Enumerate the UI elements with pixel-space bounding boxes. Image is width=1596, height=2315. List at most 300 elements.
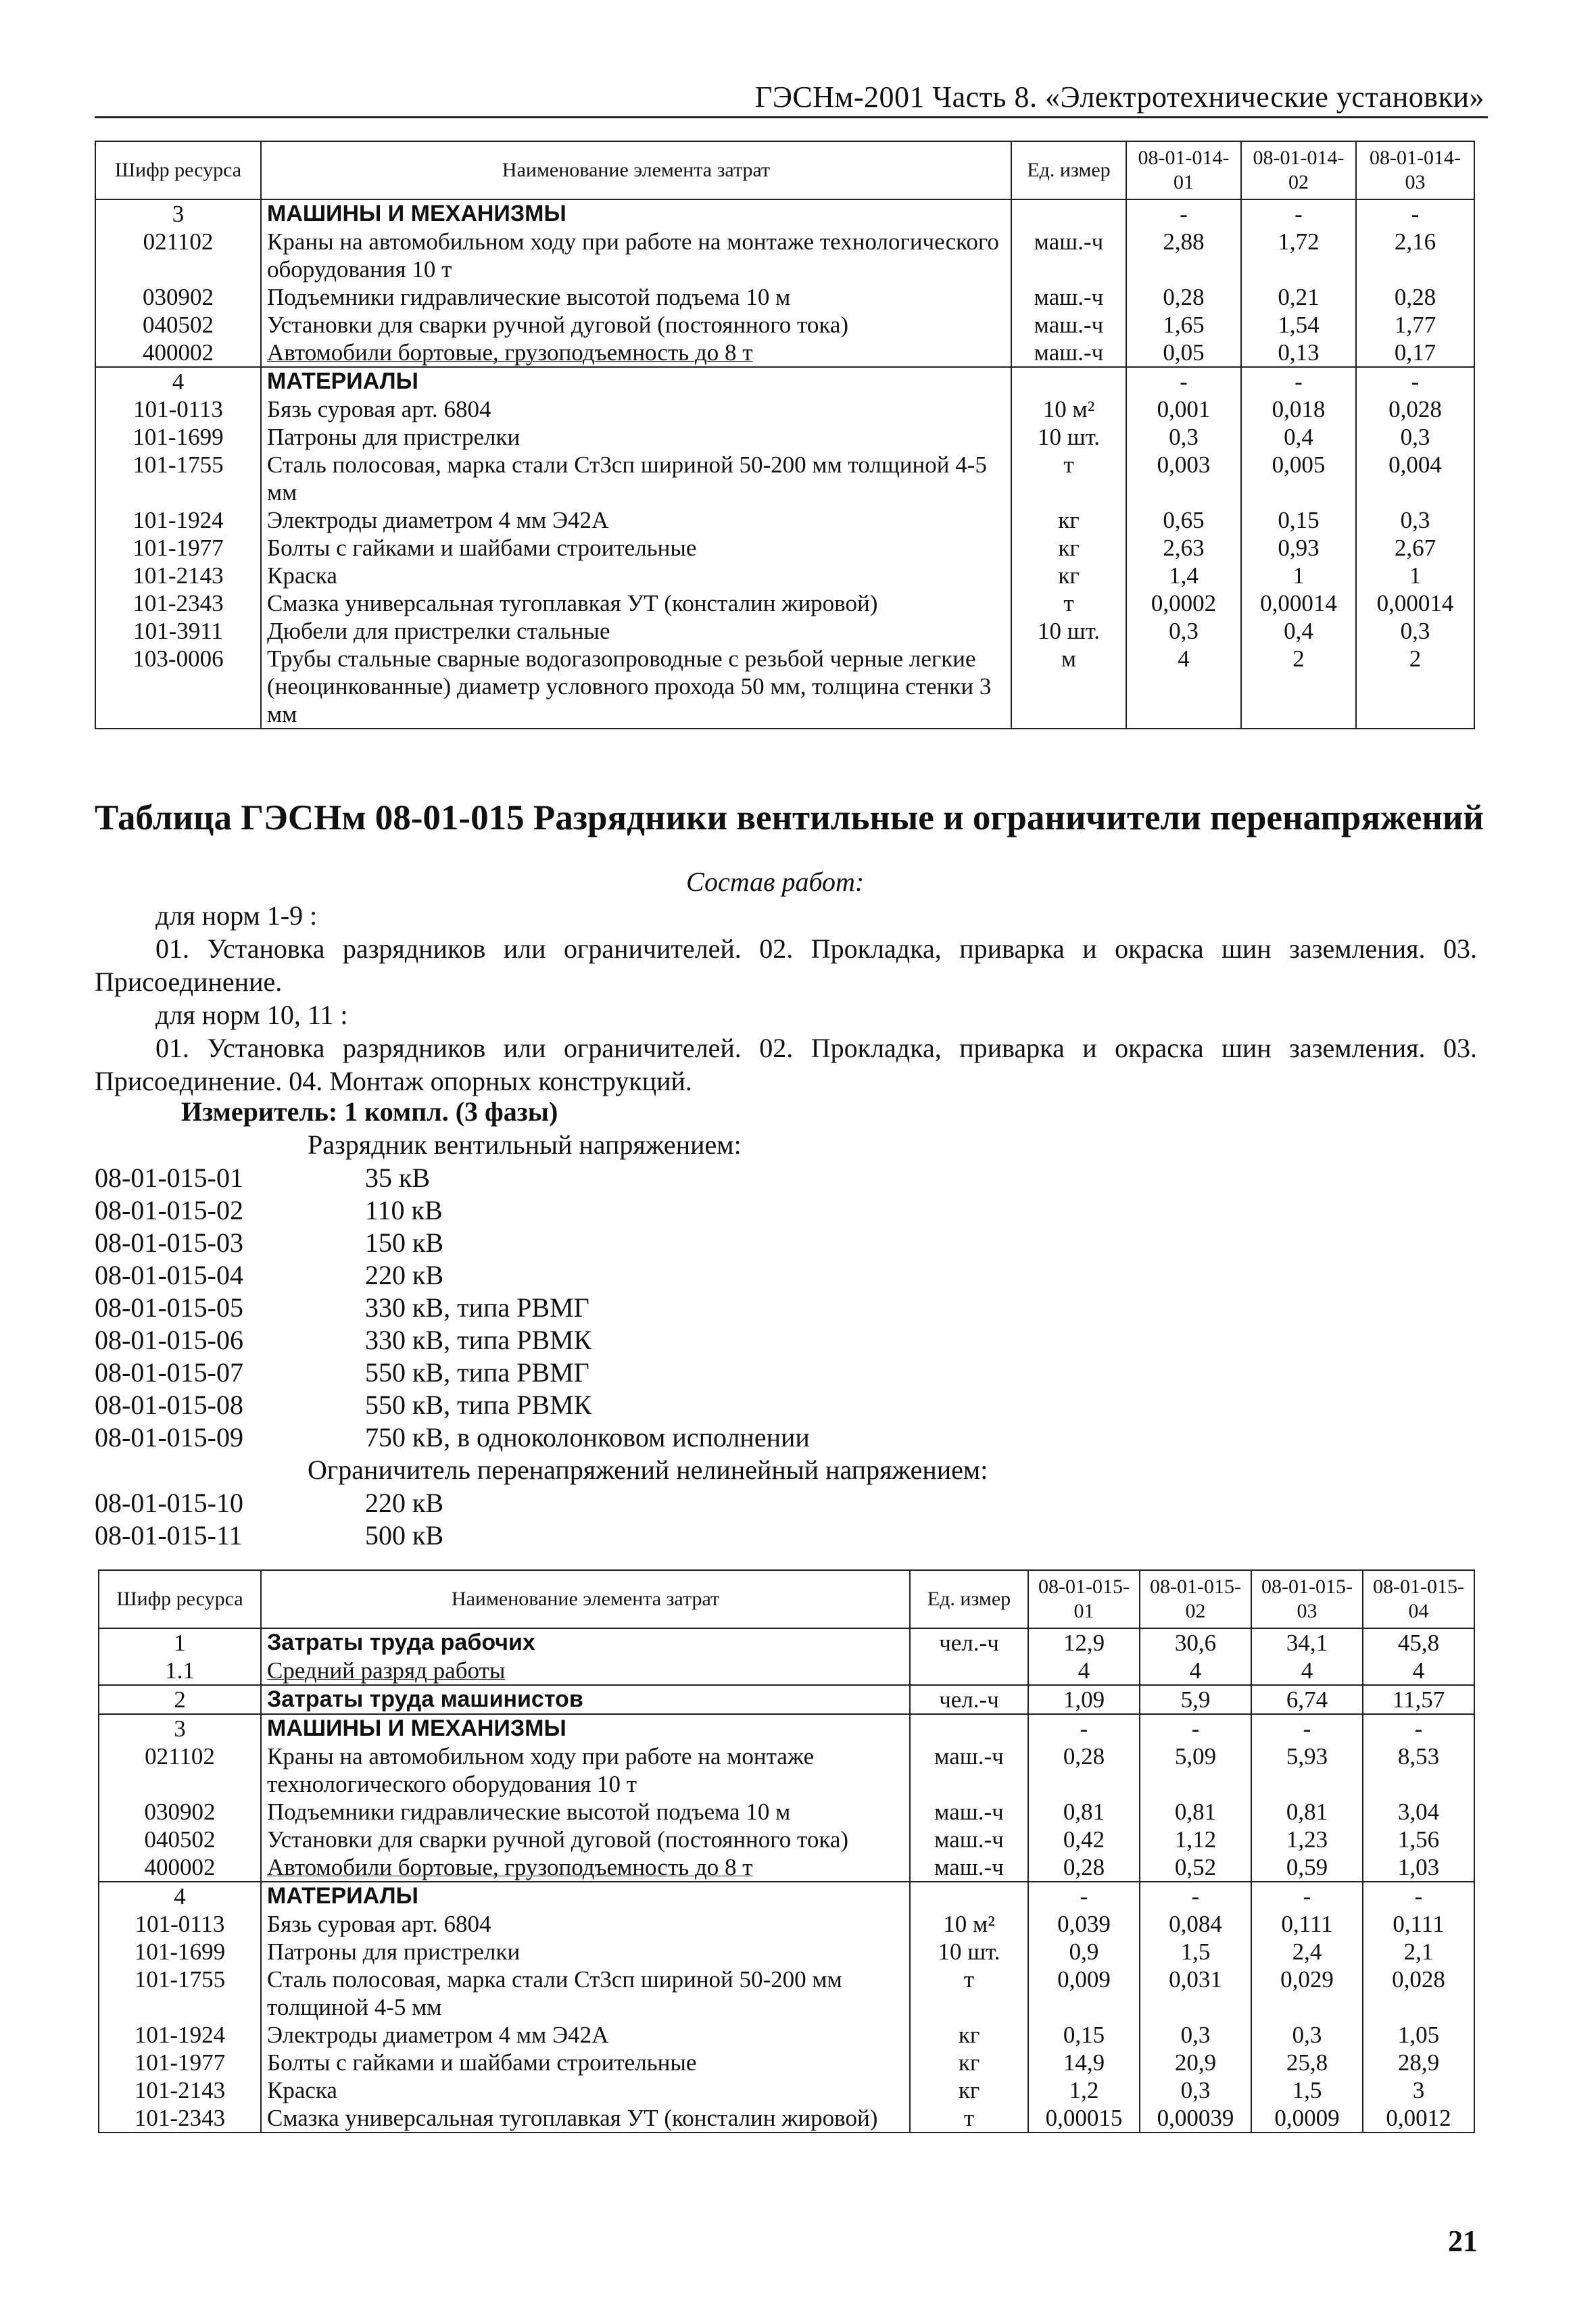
resource-name-cell: МАШИНЫ И МЕХАНИЗМЫ — [261, 199, 1011, 228]
norm-description: 150 кВ — [365, 1227, 444, 1258]
value-cell: 8,53 — [1363, 1743, 1474, 1798]
value-cell: - — [1140, 1882, 1251, 1910]
unit-cell — [1011, 367, 1126, 395]
value-cell: 0,3 — [1356, 617, 1474, 645]
norm-description: 330 кВ, типа РВМГ — [365, 1292, 589, 1323]
value-cell: 0,59 — [1251, 1853, 1363, 1882]
value-cell: 1,2 — [1028, 2076, 1140, 2104]
value-cell: 0,81 — [1251, 1798, 1363, 1826]
table-row — [95, 645, 1474, 729]
resource-name-cell: Подъемники гидравлические высотой подъема 10 м — [261, 283, 1011, 311]
unit-cell: чел.-ч — [910, 1685, 1028, 1714]
value-cell: 0,005 — [1241, 451, 1356, 506]
resource-code-cell: 4 — [95, 367, 261, 395]
resource-name-cell: Патроны для пристрелки — [261, 1938, 910, 1966]
value-cell: 1,72 — [1241, 228, 1356, 283]
table-row — [95, 423, 1474, 451]
page-number: 21 — [1448, 2224, 1478, 2258]
value-cell: 1,65 — [1126, 311, 1241, 339]
value-cell: 0,111 — [1363, 1910, 1474, 1938]
table-row — [99, 1938, 1474, 1966]
norms-1-9-text: 01. Установка разрядников или ограничителей. 02. Прокладка, приварка и окраска шин заземления. 03. Присоединение. — [95, 933, 1477, 997]
value-cell: 1,4 — [1126, 562, 1241, 589]
resource-code-cell: 1 — [99, 1628, 261, 1657]
value-cell: 0,028 — [1363, 1966, 1474, 2021]
norm-description: 330 кВ, типа РВМК — [365, 1325, 592, 1355]
resource-name-cell: Бязь суровая арт. 6804 — [261, 1910, 910, 1938]
meter-line — [181, 1095, 558, 1128]
unit-cell: кг — [910, 2076, 1028, 2104]
resource-name-cell: МАТЕРИАЛЫ — [261, 367, 1011, 395]
resource-code-cell: 2 — [99, 1685, 261, 1714]
value-cell: 0,018 — [1241, 395, 1356, 423]
resource-name-cell: Патроны для пристрелки — [261, 423, 1011, 451]
resource-name-cell: Сталь полосовая, марка стали Ст3сп шириной 50-200 мм толщиной 4-5 мм — [261, 1966, 910, 2021]
col-header-unit: Ед. измер — [1011, 141, 1126, 199]
norm-code: 08-01-015-04 — [95, 1260, 243, 1290]
col-header-norm: 08-01-014-02 — [1241, 141, 1356, 199]
unit-cell: маш.-ч — [1011, 283, 1126, 311]
value-cell: 0,004 — [1356, 451, 1474, 506]
value-cell: 25,8 — [1251, 2049, 1363, 2076]
norm-code: 08-01-015-02 — [95, 1195, 243, 1225]
resource-code-cell: 4 — [99, 1882, 261, 1910]
resource-name-cell: Краны на автомобильном ходу при работе на монтаже технологического оборудования 10 т — [261, 1743, 910, 1798]
value-cell: 0,039 — [1028, 1910, 1140, 1938]
value-cell: 12,9 — [1028, 1628, 1140, 1657]
unit-cell: м — [1011, 645, 1126, 729]
value-cell: 0,28 — [1126, 283, 1241, 311]
table-row — [95, 339, 1474, 367]
group2-title: Ограничитель перенапряжений нелинейный напряжением: — [308, 1455, 988, 1485]
value-cell: 0,21 — [1241, 283, 1356, 311]
norm-list-item — [95, 1323, 810, 1356]
norm-list-item — [95, 1486, 443, 1519]
unit-cell: т — [1011, 451, 1126, 506]
value-cell: 2,16 — [1356, 228, 1474, 283]
resource-name-cell: Затраты труда рабочих — [261, 1628, 910, 1657]
norm-list-item — [95, 1161, 810, 1194]
resource-name-cell: МАТЕРИАЛЫ — [261, 1882, 910, 1910]
resource-name-cell: Средний разряд работы — [261, 1657, 910, 1685]
resource-code-cell: 040502 — [99, 1826, 261, 1853]
col-header-norm: 08-01-015-01 — [1028, 1570, 1140, 1628]
resource-code-cell: 101-2143 — [99, 2076, 261, 2104]
value-cell: 4 — [1126, 645, 1241, 729]
value-cell: 1,12 — [1140, 1826, 1251, 1853]
value-cell: 14,9 — [1028, 2049, 1140, 2076]
norm-code: 08-01-015-06 — [95, 1325, 243, 1355]
value-cell: 1,09 — [1028, 1685, 1140, 1714]
norms-10-11-text: 01. Установка разрядников или ограничителей. 02. Прокладка, приварка и окраска шин заземления. 03. Присоединение. 04. Монтаж опорных конструкций. — [95, 1033, 1477, 1096]
resource-code-cell: 103-0006 — [95, 645, 261, 729]
value-cell: 0,28 — [1028, 1853, 1140, 1882]
resource-code-cell: 101-2343 — [99, 2104, 261, 2133]
value-cell: 0,3 — [1126, 423, 1241, 451]
resource-code-cell: 101-0113 — [99, 1910, 261, 1938]
table-row — [95, 451, 1474, 506]
meter-value: 1 компл. (3 фазы) — [344, 1096, 558, 1127]
resource-code-cell: 1.1 — [99, 1657, 261, 1685]
table-row — [95, 589, 1474, 617]
value-cell: 5,9 — [1140, 1685, 1251, 1714]
table-row — [99, 1714, 1474, 1743]
resource-code-cell: 101-1755 — [99, 1966, 261, 2021]
value-cell: 0,4 — [1241, 617, 1356, 645]
resource-code-cell: 101-1699 — [99, 1938, 261, 1966]
norms-1-9-label: для норм 1-9 : — [155, 900, 318, 931]
table-row — [99, 2076, 1474, 2104]
value-cell: 0,52 — [1140, 1853, 1251, 1882]
resource-code-cell: 101-3911 — [95, 617, 261, 645]
value-cell: 0,05 — [1126, 339, 1241, 367]
col-header-norm: 08-01-015-02 — [1140, 1570, 1251, 1628]
value-cell: - — [1126, 199, 1241, 228]
table-row — [99, 1826, 1474, 1853]
value-cell: 0,00014 — [1241, 589, 1356, 617]
table-row — [99, 1657, 1474, 1685]
value-cell: 4 — [1363, 1657, 1474, 1685]
resource-name-cell: Установки для сварки ручной дуговой (постоянного тока) — [261, 311, 1011, 339]
value-cell: 0,15 — [1028, 2021, 1140, 2049]
resource-name-cell: Краска — [261, 2076, 910, 2104]
resource-name-cell: Краска — [261, 562, 1011, 589]
col-header-norm: 08-01-014-03 — [1356, 141, 1474, 199]
unit-cell: 10 шт. — [1011, 423, 1126, 451]
norm-code: 08-01-015-11 — [95, 1520, 243, 1551]
table-row — [99, 2104, 1474, 2133]
table-row — [95, 534, 1474, 562]
value-cell: - — [1251, 1714, 1363, 1743]
col-header-unit: Ед. измер — [910, 1570, 1028, 1628]
table-header-row — [95, 141, 1474, 199]
col-header-norm: 08-01-015-03 — [1251, 1570, 1363, 1628]
resource-table-015 — [98, 1569, 1475, 2133]
value-cell: 0,3 — [1140, 2021, 1251, 2049]
norm-list-item — [95, 1519, 443, 1551]
table-row — [95, 395, 1474, 423]
norm-list-item — [95, 1291, 810, 1323]
value-cell: 0,3 — [1356, 423, 1474, 451]
value-cell: 3 — [1363, 2076, 1474, 2104]
value-cell: 0,9 — [1028, 1938, 1140, 1966]
value-cell: 5,93 — [1251, 1743, 1363, 1798]
value-cell: 1,54 — [1241, 311, 1356, 339]
norm-description: 110 кВ — [365, 1195, 443, 1225]
resource-code-cell: 101-1977 — [99, 2049, 261, 2076]
value-cell: 1 — [1356, 562, 1474, 589]
resource-code-cell: 030902 — [95, 283, 261, 311]
table-row — [95, 506, 1474, 534]
value-cell: 28,9 — [1363, 2049, 1474, 2076]
col-header-norm: 08-01-014-01 — [1126, 141, 1241, 199]
value-cell: 0,028 — [1356, 395, 1474, 423]
unit-cell: т — [1011, 589, 1126, 617]
resource-code-cell: 3 — [99, 1714, 261, 1743]
resource-name-cell: Автомобили бортовые, грузоподъемность до 8 т — [261, 1853, 910, 1882]
norm-code: 08-01-015-07 — [95, 1357, 243, 1388]
value-cell: 0,0009 — [1251, 2104, 1363, 2133]
value-cell: 2,88 — [1126, 228, 1241, 283]
value-cell: 0,42 — [1028, 1826, 1140, 1853]
resource-code-cell: 101-1924 — [99, 2021, 261, 2049]
value-cell: 20,9 — [1140, 2049, 1251, 2076]
group1-list — [95, 1161, 810, 1453]
unit-cell: 10 м² — [910, 1910, 1028, 1938]
norm-description: 550 кВ, типа РВМГ — [365, 1357, 589, 1388]
value-cell: 0,0002 — [1126, 589, 1241, 617]
resource-name-cell: МАШИНЫ И МЕХАНИЗМЫ — [261, 1714, 910, 1743]
norm-list-item — [95, 1421, 810, 1453]
group2-list — [95, 1486, 443, 1551]
table-row — [99, 1685, 1474, 1714]
norm-description: 500 кВ — [365, 1520, 444, 1551]
header-rule — [95, 116, 1488, 118]
col-header-code: Шифр ресурса — [99, 1570, 261, 1628]
work-composition-title: Состав работ: — [686, 867, 865, 897]
norm-code: 08-01-015-03 — [95, 1227, 243, 1258]
unit-cell: маш.-ч — [910, 1743, 1028, 1798]
value-cell: 0,00014 — [1356, 589, 1474, 617]
resource-code-cell: 101-1924 — [95, 506, 261, 534]
value-cell: 1,03 — [1363, 1853, 1474, 1882]
value-cell: 0,009 — [1028, 1966, 1140, 2021]
resource-name-cell: Электроды диаметром 4 мм Э42А — [261, 506, 1011, 534]
norm-code: 08-01-015-08 — [95, 1390, 243, 1420]
value-cell: 0,111 — [1251, 1910, 1363, 1938]
value-cell: - — [1028, 1714, 1140, 1743]
value-cell: 0,65 — [1126, 506, 1241, 534]
resource-name-cell: Трубы стальные сварные водогазопроводные с резьбой черные легкие (неоцинкованные) диаметр условного прохода 50 мм, толщина стенки 3 мм — [261, 645, 1011, 729]
unit-cell: чел.-ч — [910, 1628, 1028, 1657]
resource-code-cell: 040502 — [95, 311, 261, 339]
resource-name-cell: Смазка универсальная тугоплавкая УТ (консталин жировой) — [261, 589, 1011, 617]
resource-code-cell: 021102 — [95, 228, 261, 283]
norm-code: 08-01-015-10 — [95, 1488, 243, 1518]
value-cell: 1,23 — [1251, 1826, 1363, 1853]
value-cell: 0,0012 — [1363, 2104, 1474, 2133]
value-cell: 4 — [1140, 1657, 1251, 1685]
table-row — [99, 1882, 1474, 1910]
value-cell: - — [1140, 1714, 1251, 1743]
unit-cell: маш.-ч — [1011, 339, 1126, 367]
norm-list-item — [95, 1356, 810, 1388]
value-cell: 1,5 — [1251, 2076, 1363, 2104]
unit-cell: 10 шт. — [910, 1938, 1028, 1966]
value-cell: 0,15 — [1241, 506, 1356, 534]
unit-cell: кг — [1011, 506, 1126, 534]
table-row — [95, 617, 1474, 645]
norm-description: 220 кВ — [365, 1260, 444, 1290]
norm-list-item — [95, 1388, 810, 1421]
value-cell: - — [1126, 367, 1241, 395]
value-cell: 0,084 — [1140, 1910, 1251, 1938]
meter-label: Измеритель: — [181, 1096, 338, 1127]
resource-code-cell: 3 — [95, 199, 261, 228]
value-cell: 6,74 — [1251, 1685, 1363, 1714]
unit-cell: т — [910, 2104, 1028, 2133]
unit-cell: маш.-ч — [1011, 228, 1126, 283]
resource-code-cell: 101-1755 — [95, 451, 261, 506]
value-cell: 3,04 — [1363, 1798, 1474, 1826]
unit-cell: 10 м² — [1011, 395, 1126, 423]
value-cell: - — [1356, 367, 1474, 395]
unit-cell: кг — [1011, 562, 1126, 589]
unit-cell: т — [910, 1966, 1028, 2021]
value-cell: 2,63 — [1126, 534, 1241, 562]
value-cell: 5,09 — [1140, 1743, 1251, 1798]
table-row — [99, 1628, 1474, 1657]
value-cell: - — [1363, 1882, 1474, 1910]
resource-name-cell: Бязь суровая арт. 6804 — [261, 395, 1011, 423]
norm-description: 220 кВ — [365, 1488, 444, 1518]
value-cell: 0,003 — [1126, 451, 1241, 506]
value-cell: 0,81 — [1028, 1798, 1140, 1826]
value-cell: - — [1363, 1714, 1474, 1743]
value-cell: 2 — [1241, 645, 1356, 729]
table-row — [95, 367, 1474, 395]
resource-code-cell: 101-1699 — [95, 423, 261, 451]
table-row — [99, 2021, 1474, 2049]
value-cell: 0,3 — [1126, 617, 1241, 645]
table-row — [99, 1798, 1474, 1826]
value-cell: 1,05 — [1363, 2021, 1474, 2049]
value-cell: 0,28 — [1028, 1743, 1140, 1798]
resource-name-cell: Подъемники гидравлические высотой подъема 10 м — [261, 1798, 910, 1826]
value-cell: 0,031 — [1140, 1966, 1251, 2021]
value-cell: 0,81 — [1140, 1798, 1251, 1826]
col-header-name: Наименование элемента затрат — [261, 141, 1011, 199]
table-header-row — [99, 1570, 1474, 1628]
table-row — [99, 2049, 1474, 2076]
table-row — [99, 1910, 1474, 1938]
resource-name-cell: Затраты труда машинистов — [261, 1685, 910, 1714]
unit-cell — [910, 1657, 1028, 1685]
resource-code-cell: 101-0113 — [95, 395, 261, 423]
norm-description: 550 кВ, типа РВМК — [365, 1390, 592, 1420]
value-cell: - — [1251, 1882, 1363, 1910]
section-title: Таблица ГЭСНм 08-01-015 Разрядники вентильные и ограничители перенапряжений — [95, 798, 1484, 837]
value-cell: 30,6 — [1140, 1628, 1251, 1657]
resource-code-cell: 021102 — [99, 1743, 261, 1798]
value-cell: - — [1028, 1882, 1140, 1910]
value-cell: 34,1 — [1251, 1628, 1363, 1657]
resource-code-cell: 101-2143 — [95, 562, 261, 589]
resource-name-cell: Болты с гайками и шайбами строительные — [261, 2049, 910, 2076]
unit-cell: кг — [1011, 534, 1126, 562]
unit-cell — [910, 1882, 1028, 1910]
value-cell: 0,029 — [1251, 1966, 1363, 2021]
value-cell: 0,13 — [1241, 339, 1356, 367]
table-row — [95, 228, 1474, 283]
value-cell: 2,1 — [1363, 1938, 1474, 1966]
value-cell: 0,00015 — [1028, 2104, 1140, 2133]
value-cell: 1,5 — [1140, 1938, 1251, 1966]
resource-name-cell: Краны на автомобильном ходу при работе на монтаже технологического оборудования 10 т — [261, 228, 1011, 283]
resource-code-cell: 030902 — [99, 1798, 261, 1826]
norm-list-item — [95, 1194, 810, 1226]
norms-10-11-label: для норм 10, 11 : — [155, 1000, 348, 1030]
table-row — [95, 311, 1474, 339]
value-cell: 1,77 — [1356, 311, 1474, 339]
norm-code: 08-01-015-09 — [95, 1422, 243, 1453]
value-cell: 4 — [1251, 1657, 1363, 1685]
norm-description: 35 кВ — [365, 1163, 431, 1193]
resource-name-cell: Электроды диаметром 4 мм Э42А — [261, 2021, 910, 2049]
unit-cell: маш.-ч — [910, 1826, 1028, 1853]
unit-cell: маш.-ч — [1011, 311, 1126, 339]
table-row — [95, 199, 1474, 228]
value-cell: 0,3 — [1140, 2076, 1251, 2104]
unit-cell: маш.-ч — [910, 1853, 1028, 1882]
resource-name-cell: Установки для сварки ручной дуговой (постоянного тока) — [261, 1826, 910, 1853]
norm-list-item — [95, 1259, 810, 1291]
resource-name-cell: Дюбели для пристрелки стальные — [261, 617, 1011, 645]
norm-code: 08-01-015-01 — [95, 1163, 243, 1193]
value-cell: 45,8 — [1363, 1628, 1474, 1657]
value-cell: 0,17 — [1356, 339, 1474, 367]
unit-cell: маш.-ч — [910, 1798, 1028, 1826]
value-cell: 0,4 — [1241, 423, 1356, 451]
unit-cell: 10 шт. — [1011, 617, 1126, 645]
table-row — [99, 1743, 1474, 1798]
resource-name-cell: Болты с гайками и шайбами строительные — [261, 534, 1011, 562]
value-cell: 2,4 — [1251, 1938, 1363, 1966]
value-cell: 0,00039 — [1140, 2104, 1251, 2133]
resource-name-cell: Сталь полосовая, марка стали Ст3сп шириной 50-200 мм толщиной 4-5 мм — [261, 451, 1011, 506]
unit-cell: кг — [910, 2049, 1028, 2076]
value-cell: - — [1241, 199, 1356, 228]
resource-code-cell: 400002 — [95, 339, 261, 367]
value-cell: 1,56 — [1363, 1826, 1474, 1853]
norms-10-11-block — [95, 998, 1477, 1098]
col-header-code: Шифр ресурса — [95, 141, 261, 199]
table-row — [95, 283, 1474, 311]
resource-code-cell: 101-1977 — [95, 534, 261, 562]
resource-name-cell: Автомобили бортовые, грузоподъемность до 8 т — [261, 339, 1011, 367]
unit-cell — [1011, 199, 1126, 228]
value-cell: 2 — [1356, 645, 1474, 729]
value-cell: - — [1356, 199, 1474, 228]
value-cell: 0,3 — [1356, 506, 1474, 534]
value-cell: 11,57 — [1363, 1685, 1474, 1714]
table-row — [99, 1966, 1474, 2021]
norm-code: 08-01-015-05 — [95, 1292, 243, 1323]
value-cell: 2,67 — [1356, 534, 1474, 562]
norm-description: 750 кВ, в одноколонковом исполнении — [365, 1422, 810, 1453]
value-cell: 0,93 — [1241, 534, 1356, 562]
unit-cell — [910, 1714, 1028, 1743]
value-cell: 0,3 — [1251, 2021, 1363, 2049]
value-cell: 4 — [1028, 1657, 1140, 1685]
norms-1-9-block — [95, 899, 1477, 998]
table-row — [99, 1853, 1474, 1882]
table-row — [95, 562, 1474, 589]
value-cell: 1 — [1241, 562, 1356, 589]
col-header-norm: 08-01-015-04 — [1363, 1570, 1474, 1628]
group1-title: Разрядник вентильный напряжением: — [308, 1129, 742, 1160]
resource-code-cell: 101-2343 — [95, 589, 261, 617]
col-header-name: Наименование элемента затрат — [261, 1570, 910, 1628]
value-cell: - — [1241, 367, 1356, 395]
resource-code-cell: 400002 — [99, 1853, 261, 1882]
running-header: ГЭСНм-2001 Часть 8. «Электротехнические установки» — [754, 80, 1484, 114]
resource-name-cell: Смазка универсальная тугоплавкая УТ (консталин жировой) — [261, 2104, 910, 2133]
unit-cell: кг — [910, 2021, 1028, 2049]
norm-list-item — [95, 1226, 810, 1259]
value-cell: 0,001 — [1126, 395, 1241, 423]
value-cell: 0,28 — [1356, 283, 1474, 311]
